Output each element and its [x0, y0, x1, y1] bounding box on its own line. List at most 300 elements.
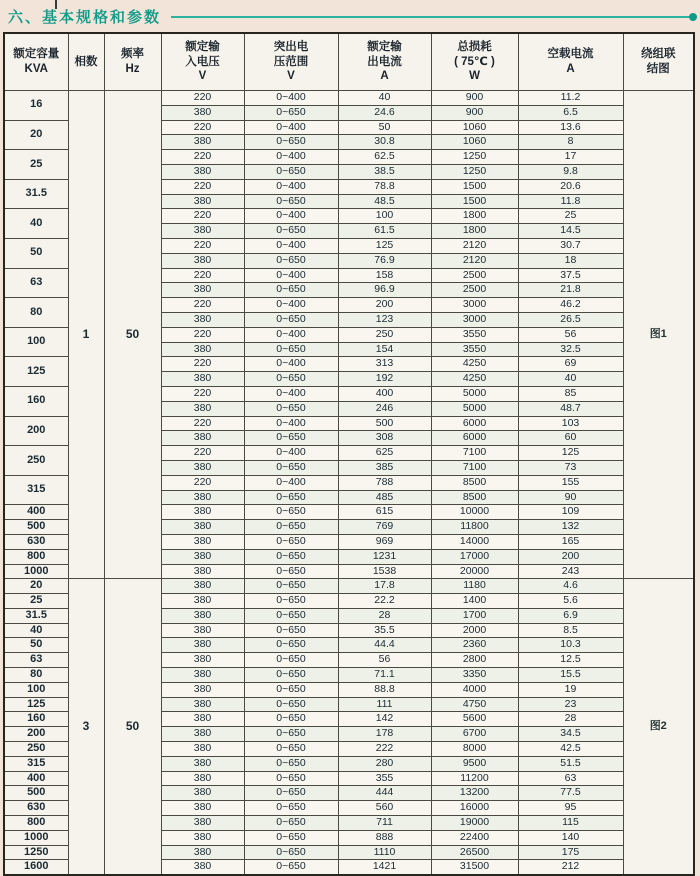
- loss-cell: 8500: [431, 475, 518, 490]
- kva-cell: 500: [4, 786, 68, 801]
- iout-cell: 48.5: [338, 194, 431, 209]
- loss-cell: 1800: [431, 224, 518, 239]
- loss-cell: 16000: [431, 801, 518, 816]
- col-header-vin-line: 额定输: [185, 40, 220, 53]
- kva-cell: 50: [4, 638, 68, 653]
- header-row: [4, 33, 694, 91]
- idle-cell: 26.5: [518, 312, 623, 327]
- kva-cell: 1000: [4, 564, 68, 579]
- idle-cell: 15.5: [518, 668, 623, 683]
- loss-cell: 2500: [431, 283, 518, 298]
- idle-cell: 77.5: [518, 786, 623, 801]
- vin-cell: 380: [161, 135, 244, 150]
- vin-cell: 220: [161, 386, 244, 401]
- col-header-loss: [431, 33, 518, 91]
- winding-diagram-ref-cell: 图1: [623, 91, 694, 579]
- kva-cell: 80: [4, 298, 68, 328]
- col-header-vrange: [244, 33, 338, 91]
- loss-cell: 4250: [431, 357, 518, 372]
- vin-cell: 380: [161, 431, 244, 446]
- loss-cell: 1250: [431, 150, 518, 165]
- loss-cell: 2500: [431, 268, 518, 283]
- spec-table-body: [4, 91, 694, 876]
- idle-cell: 40: [518, 372, 623, 387]
- idle-cell: 125: [518, 446, 623, 461]
- vin-cell: 380: [161, 594, 244, 609]
- kva-cell: 200: [4, 727, 68, 742]
- vin-cell: 380: [161, 105, 244, 120]
- col-header-idle: [518, 33, 623, 91]
- range-cell: 0~400: [244, 120, 338, 135]
- vin-cell: 380: [161, 505, 244, 520]
- iout-cell: 100: [338, 209, 431, 224]
- iout-cell: 485: [338, 490, 431, 505]
- range-cell: 0~650: [244, 712, 338, 727]
- range-cell: 0~650: [244, 194, 338, 209]
- loss-cell: 4250: [431, 372, 518, 387]
- title-rule-end-dot: [689, 13, 697, 21]
- kva-cell: 315: [4, 475, 68, 505]
- vin-cell: 380: [161, 712, 244, 727]
- kva-cell: 40: [4, 623, 68, 638]
- col-header-phase-line: 相数: [74, 55, 98, 68]
- vin-cell: 380: [161, 549, 244, 564]
- vin-cell: 380: [161, 372, 244, 387]
- loss-cell: 13200: [431, 786, 518, 801]
- col-header-vin: [161, 33, 244, 91]
- loss-cell: 1500: [431, 194, 518, 209]
- loss-cell: 2000: [431, 623, 518, 638]
- range-cell: 0~400: [244, 475, 338, 490]
- range-cell: 0~650: [244, 638, 338, 653]
- loss-cell: 14000: [431, 534, 518, 549]
- kva-cell: 50: [4, 238, 68, 268]
- idle-cell: 175: [518, 845, 623, 860]
- iout-cell: 560: [338, 801, 431, 816]
- idle-cell: 63: [518, 771, 623, 786]
- kva-cell: 125: [4, 697, 68, 712]
- idle-cell: 34.5: [518, 727, 623, 742]
- kva-cell: 40: [4, 209, 68, 239]
- idle-cell: 23: [518, 697, 623, 712]
- iout-cell: 308: [338, 431, 431, 446]
- idle-cell: 51.5: [518, 756, 623, 771]
- range-cell: 0~650: [244, 460, 338, 475]
- idle-cell: 25: [518, 209, 623, 224]
- title-rule-line: [171, 16, 694, 18]
- range-cell: 0~650: [244, 534, 338, 549]
- col-header-idle-line: A: [566, 63, 575, 75]
- idle-cell: 5.6: [518, 594, 623, 609]
- col-header-freq: [104, 33, 161, 91]
- range-cell: 0~650: [244, 801, 338, 816]
- col-header-kva-line: 额定容量: [13, 48, 60, 61]
- idle-cell: 95: [518, 801, 623, 816]
- loss-cell: 4000: [431, 682, 518, 697]
- idle-cell: 73: [518, 460, 623, 475]
- iout-cell: 111: [338, 697, 431, 712]
- iout-cell: 22.2: [338, 594, 431, 609]
- iout-cell: 28: [338, 608, 431, 623]
- idle-cell: 10.3: [518, 638, 623, 653]
- iout-cell: 280: [338, 756, 431, 771]
- iout-cell: 355: [338, 771, 431, 786]
- loss-cell: 3350: [431, 668, 518, 683]
- kva-cell: 400: [4, 771, 68, 786]
- idle-cell: 21.8: [518, 283, 623, 298]
- col-header-iout-line: 额定输: [367, 40, 402, 53]
- range-cell: 0~650: [244, 520, 338, 535]
- idle-cell: 12.5: [518, 653, 623, 668]
- iout-cell: 1231: [338, 549, 431, 564]
- idle-cell: 20.6: [518, 179, 623, 194]
- vin-cell: 380: [161, 579, 244, 594]
- kva-cell: 125: [4, 357, 68, 387]
- loss-cell: 3550: [431, 342, 518, 357]
- loss-cell: 20000: [431, 564, 518, 579]
- col-header-vin-line: V: [198, 70, 207, 83]
- vin-cell: 380: [161, 697, 244, 712]
- idle-cell: 48.7: [518, 401, 623, 416]
- iout-cell: 76.9: [338, 253, 431, 268]
- idle-cell: 60: [518, 431, 623, 446]
- section-title-row: [8, 3, 696, 29]
- loss-cell: 11800: [431, 520, 518, 535]
- loss-cell: 1500: [431, 179, 518, 194]
- idle-cell: 56: [518, 327, 623, 342]
- range-cell: 0~400: [244, 91, 338, 106]
- idle-cell: 6.9: [518, 608, 623, 623]
- iout-cell: 71.1: [338, 668, 431, 683]
- range-cell: 0~400: [244, 150, 338, 165]
- range-cell: 0~650: [244, 549, 338, 564]
- col-header-kva-line: KVA: [24, 63, 48, 75]
- kva-cell: 100: [4, 682, 68, 697]
- loss-cell: 1700: [431, 608, 518, 623]
- iout-cell: 444: [338, 786, 431, 801]
- range-cell: 0~650: [244, 816, 338, 831]
- col-header-loss-line: 总损耗: [457, 40, 492, 53]
- kva-cell: 1250: [4, 845, 68, 860]
- iout-cell: 62.5: [338, 150, 431, 165]
- range-cell: 0~400: [244, 209, 338, 224]
- loss-cell: 9500: [431, 756, 518, 771]
- vin-cell: 220: [161, 357, 244, 372]
- idle-cell: 109: [518, 505, 623, 520]
- vin-cell: 380: [161, 653, 244, 668]
- idle-cell: 155: [518, 475, 623, 490]
- vin-cell: 220: [161, 91, 244, 106]
- range-cell: 0~400: [244, 298, 338, 313]
- kva-cell: 1600: [4, 860, 68, 875]
- vin-cell: 380: [161, 816, 244, 831]
- loss-cell: 2120: [431, 238, 518, 253]
- col-header-freq-line: 频率: [121, 48, 144, 61]
- iout-cell: 222: [338, 742, 431, 757]
- idle-cell: 115: [518, 816, 623, 831]
- vin-cell: 220: [161, 416, 244, 431]
- range-cell: 0~400: [244, 386, 338, 401]
- vin-cell: 220: [161, 268, 244, 283]
- idle-cell: 212: [518, 860, 623, 875]
- vin-cell: 380: [161, 490, 244, 505]
- phase-count-cell: 1: [68, 91, 104, 579]
- vin-cell: 380: [161, 608, 244, 623]
- col-header-loss-line: W: [469, 70, 480, 83]
- vin-cell: 380: [161, 668, 244, 683]
- kva-cell: 63: [4, 653, 68, 668]
- range-cell: 0~650: [244, 505, 338, 520]
- vin-cell: 380: [161, 682, 244, 697]
- kva-cell: 31.5: [4, 608, 68, 623]
- iout-cell: 500: [338, 416, 431, 431]
- loss-cell: 6700: [431, 727, 518, 742]
- loss-cell: 3550: [431, 327, 518, 342]
- iout-cell: 44.4: [338, 638, 431, 653]
- range-cell: 0~650: [244, 860, 338, 875]
- idle-cell: 200: [518, 549, 623, 564]
- range-cell: 0~650: [244, 579, 338, 594]
- range-cell: 0~650: [244, 401, 338, 416]
- kva-cell: 20: [4, 579, 68, 594]
- range-cell: 0~650: [244, 431, 338, 446]
- col-header-diagram-line: 绕组联: [641, 48, 676, 61]
- iout-cell: 192: [338, 372, 431, 387]
- kva-cell: 250: [4, 742, 68, 757]
- vin-cell: 380: [161, 194, 244, 209]
- vin-cell: 380: [161, 253, 244, 268]
- kva-cell: 630: [4, 534, 68, 549]
- col-header-phase: [68, 33, 104, 91]
- iout-cell: 24.6: [338, 105, 431, 120]
- range-cell: 0~650: [244, 697, 338, 712]
- iout-cell: 78.8: [338, 179, 431, 194]
- kva-cell: 25: [4, 594, 68, 609]
- vin-cell: 220: [161, 298, 244, 313]
- loss-cell: 8500: [431, 490, 518, 505]
- iout-cell: 142: [338, 712, 431, 727]
- range-cell: 0~400: [244, 416, 338, 431]
- idle-cell: 32.5: [518, 342, 623, 357]
- col-header-loss-line: ( 75℃ ): [454, 55, 495, 68]
- idle-cell: 4.6: [518, 579, 623, 594]
- loss-cell: 31500: [431, 860, 518, 875]
- kva-cell: 200: [4, 416, 68, 446]
- kva-cell: 800: [4, 549, 68, 564]
- iout-cell: 50: [338, 120, 431, 135]
- loss-cell: 1060: [431, 120, 518, 135]
- range-cell: 0~400: [244, 446, 338, 461]
- vin-cell: 220: [161, 446, 244, 461]
- iout-cell: 615: [338, 505, 431, 520]
- vin-cell: 220: [161, 209, 244, 224]
- vin-cell: 380: [161, 224, 244, 239]
- loss-cell: 7100: [431, 460, 518, 475]
- loss-cell: 5600: [431, 712, 518, 727]
- idle-cell: 132: [518, 520, 623, 535]
- iout-cell: 178: [338, 727, 431, 742]
- loss-cell: 17000: [431, 549, 518, 564]
- col-header-iout-line: A: [380, 70, 389, 83]
- idle-cell: 30.7: [518, 238, 623, 253]
- col-header-vrange-line: V: [287, 70, 295, 83]
- vin-cell: 220: [161, 238, 244, 253]
- idle-cell: 69: [518, 357, 623, 372]
- iout-cell: 200: [338, 298, 431, 313]
- frequency-cell: 50: [104, 579, 161, 875]
- iout-cell: 40: [338, 91, 431, 106]
- idle-cell: 103: [518, 416, 623, 431]
- loss-cell: 5000: [431, 386, 518, 401]
- kva-cell: 100: [4, 327, 68, 357]
- vin-cell: 380: [161, 771, 244, 786]
- loss-cell: 3000: [431, 298, 518, 313]
- vin-cell: 380: [161, 860, 244, 875]
- idle-cell: 6.5: [518, 105, 623, 120]
- vin-cell: 380: [161, 638, 244, 653]
- vin-cell: 380: [161, 845, 244, 860]
- range-cell: 0~650: [244, 771, 338, 786]
- iout-cell: 250: [338, 327, 431, 342]
- page-title: 六、基本规格和参数: [8, 8, 162, 26]
- kva-cell: 800: [4, 816, 68, 831]
- vin-cell: 380: [161, 312, 244, 327]
- range-cell: 0~650: [244, 727, 338, 742]
- kva-cell: 500: [4, 520, 68, 535]
- idle-cell: 90: [518, 490, 623, 505]
- range-cell: 0~400: [244, 357, 338, 372]
- loss-cell: 900: [431, 105, 518, 120]
- vin-cell: 380: [161, 727, 244, 742]
- vin-cell: 380: [161, 401, 244, 416]
- range-cell: 0~650: [244, 342, 338, 357]
- iout-cell: 35.5: [338, 623, 431, 638]
- iout-cell: 61.5: [338, 224, 431, 239]
- loss-cell: 2800: [431, 653, 518, 668]
- idle-cell: 28: [518, 712, 623, 727]
- loss-cell: 1060: [431, 135, 518, 150]
- vin-cell: 380: [161, 164, 244, 179]
- vin-cell: 380: [161, 756, 244, 771]
- vin-cell: 380: [161, 534, 244, 549]
- winding-diagram-ref-cell: 图2: [623, 579, 694, 875]
- range-cell: 0~650: [244, 490, 338, 505]
- range-cell: 0~400: [244, 179, 338, 194]
- col-header-kva: [4, 33, 68, 91]
- iout-cell: 246: [338, 401, 431, 416]
- col-header-vrange-line: 突出电: [273, 40, 309, 53]
- iout-cell: 313: [338, 357, 431, 372]
- kva-cell: 20: [4, 120, 68, 150]
- vin-cell: 380: [161, 786, 244, 801]
- loss-cell: 26500: [431, 845, 518, 860]
- loss-cell: 19000: [431, 816, 518, 831]
- iout-cell: 788: [338, 475, 431, 490]
- range-cell: 0~650: [244, 372, 338, 387]
- spec-table: [3, 32, 695, 876]
- range-cell: 0~650: [244, 312, 338, 327]
- vin-cell: 220: [161, 150, 244, 165]
- col-header-freq-line: Hz: [125, 63, 140, 75]
- kva-cell: 1000: [4, 830, 68, 845]
- vin-cell: 380: [161, 460, 244, 475]
- iout-cell: 38.5: [338, 164, 431, 179]
- vin-cell: 220: [161, 179, 244, 194]
- range-cell: 0~650: [244, 756, 338, 771]
- idle-cell: 46.2: [518, 298, 623, 313]
- kva-cell: 160: [4, 712, 68, 727]
- idle-cell: 8: [518, 135, 623, 150]
- loss-cell: 1250: [431, 164, 518, 179]
- loss-cell: 5000: [431, 401, 518, 416]
- iout-cell: 17.8: [338, 579, 431, 594]
- idle-cell: 17: [518, 150, 623, 165]
- iout-cell: 1110: [338, 845, 431, 860]
- range-cell: 0~650: [244, 283, 338, 298]
- col-header-idle-line: 空载电流: [547, 48, 594, 61]
- range-cell: 0~650: [244, 668, 338, 683]
- vin-cell: 380: [161, 283, 244, 298]
- iout-cell: 769: [338, 520, 431, 535]
- loss-cell: 6000: [431, 416, 518, 431]
- loss-cell: 1400: [431, 594, 518, 609]
- iout-cell: 1421: [338, 860, 431, 875]
- frequency-cell: 50: [104, 91, 161, 579]
- vin-cell: 380: [161, 520, 244, 535]
- iout-cell: 711: [338, 816, 431, 831]
- idle-cell: 8.5: [518, 623, 623, 638]
- phase-count-cell: 3: [68, 579, 104, 875]
- kva-cell: 31.5: [4, 179, 68, 209]
- col-header-diagram-line: 结图: [646, 63, 670, 75]
- iout-cell: 154: [338, 342, 431, 357]
- iout-cell: 96.9: [338, 283, 431, 298]
- kva-cell: 25: [4, 150, 68, 180]
- col-header-vin-line: 入电压: [185, 55, 220, 68]
- spec-table-header: [4, 33, 694, 91]
- idle-cell: 19: [518, 682, 623, 697]
- range-cell: 0~650: [244, 608, 338, 623]
- range-cell: 0~650: [244, 845, 338, 860]
- iout-cell: 123: [338, 312, 431, 327]
- kva-cell: 250: [4, 446, 68, 476]
- range-cell: 0~650: [244, 830, 338, 845]
- range-cell: 0~650: [244, 742, 338, 757]
- idle-cell: 140: [518, 830, 623, 845]
- range-cell: 0~650: [244, 682, 338, 697]
- col-header-iout-line: 出电流: [367, 55, 402, 68]
- vin-cell: 380: [161, 623, 244, 638]
- loss-cell: 8000: [431, 742, 518, 757]
- vin-cell: 380: [161, 564, 244, 579]
- loss-cell: 4750: [431, 697, 518, 712]
- idle-cell: 37.5: [518, 268, 623, 283]
- iout-cell: 969: [338, 534, 431, 549]
- iout-cell: 400: [338, 386, 431, 401]
- idle-cell: 85: [518, 386, 623, 401]
- iout-cell: 30.8: [338, 135, 431, 150]
- loss-cell: 1180: [431, 579, 518, 594]
- iout-cell: 158: [338, 268, 431, 283]
- idle-cell: 42.5: [518, 742, 623, 757]
- loss-cell: 7100: [431, 446, 518, 461]
- range-cell: 0~650: [244, 594, 338, 609]
- kva-cell: 315: [4, 756, 68, 771]
- range-cell: 0~650: [244, 786, 338, 801]
- loss-cell: 22400: [431, 830, 518, 845]
- table-row: [4, 579, 694, 594]
- kva-cell: 16: [4, 91, 68, 121]
